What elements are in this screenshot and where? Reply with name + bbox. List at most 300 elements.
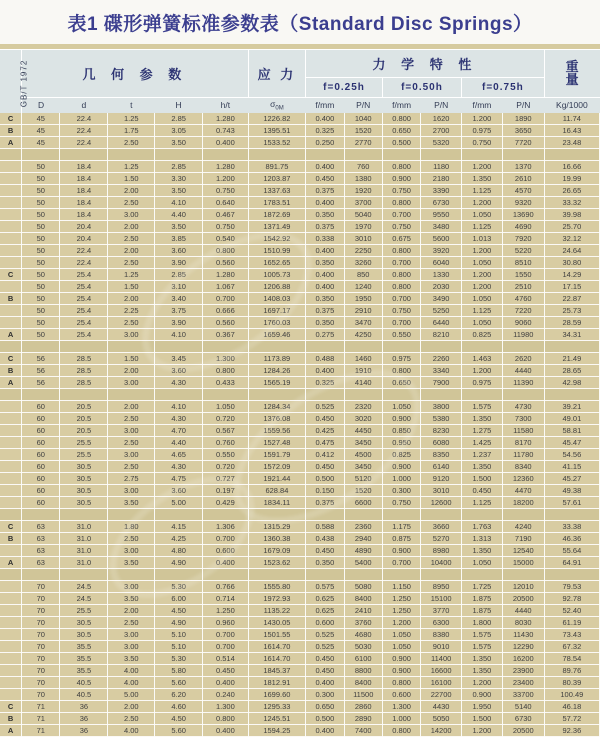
value-cell: 0.766 bbox=[203, 581, 249, 593]
value-cell: 6040 bbox=[421, 257, 462, 269]
value-cell: 60 bbox=[22, 425, 60, 437]
value-cell: 0.400 bbox=[306, 365, 344, 377]
value-cell: 3770 bbox=[421, 605, 462, 617]
value-cell: 3.90 bbox=[155, 257, 203, 269]
series-label-cell bbox=[0, 593, 22, 605]
value-cell: 50 bbox=[22, 257, 60, 269]
table-row bbox=[0, 689, 600, 701]
value-cell: 0.700 bbox=[203, 629, 249, 641]
table-row bbox=[0, 617, 600, 629]
value-cell: 22700 bbox=[421, 689, 462, 701]
value-cell: 41.15 bbox=[544, 461, 599, 473]
value-cell: 0.350 bbox=[306, 317, 344, 329]
value-cell: 30.5 bbox=[60, 497, 108, 509]
value-cell: 2.85 bbox=[155, 269, 203, 281]
value-cell: 0.540 bbox=[203, 233, 249, 245]
value-cell: 4.30 bbox=[155, 377, 203, 389]
value-cell: 23900 bbox=[502, 665, 544, 677]
value-cell: 70 bbox=[22, 665, 60, 677]
value-cell: 4.00 bbox=[108, 677, 155, 689]
table-row bbox=[0, 533, 600, 545]
value-cell: 1950 bbox=[344, 293, 382, 305]
value-cell: 0.567 bbox=[203, 425, 249, 437]
value-cell: 39.21 bbox=[544, 401, 599, 413]
value-cell: 1173.89 bbox=[248, 353, 306, 365]
value-cell: 9010 bbox=[421, 641, 462, 653]
value-cell: 2360 bbox=[344, 521, 382, 533]
value-cell: 4440 bbox=[502, 605, 544, 617]
value-cell: 4690 bbox=[502, 221, 544, 233]
table-row bbox=[0, 185, 600, 197]
series-label-cell: B bbox=[0, 533, 22, 545]
header-deflection-025h: f=0.25h bbox=[306, 77, 383, 97]
series-label-cell bbox=[0, 617, 22, 629]
value-cell: 0.900 bbox=[462, 689, 503, 701]
table-row bbox=[0, 305, 600, 317]
value-cell: 2.85 bbox=[155, 113, 203, 125]
table-row bbox=[0, 545, 600, 557]
value-cell: 50 bbox=[22, 209, 60, 221]
value-cell: 24.5 bbox=[60, 581, 108, 593]
value-cell: 3920 bbox=[421, 245, 462, 257]
value-cell: 46.18 bbox=[544, 701, 599, 713]
value-cell: 0.488 bbox=[306, 353, 344, 365]
series-label-cell bbox=[0, 581, 22, 593]
table-row bbox=[0, 137, 600, 149]
table-row bbox=[0, 365, 600, 377]
value-cell: 25.4 bbox=[60, 305, 108, 317]
value-cell: 63 bbox=[22, 533, 60, 545]
series-label-cell bbox=[0, 461, 22, 473]
table-row bbox=[0, 605, 600, 617]
col-kg-per-1000: Kg/1000 bbox=[544, 97, 599, 113]
value-cell: 1.800 bbox=[462, 617, 503, 629]
value-cell: 0.429 bbox=[203, 497, 249, 509]
value-cell: 0.675 bbox=[382, 233, 420, 245]
value-cell: 1.50 bbox=[108, 173, 155, 185]
value-cell: 50 bbox=[22, 185, 60, 197]
value-cell: 1.575 bbox=[462, 629, 503, 641]
value-cell: 4.30 bbox=[155, 413, 203, 425]
value-cell: 1.125 bbox=[462, 185, 503, 197]
value-cell: 2320 bbox=[344, 401, 382, 413]
value-cell: 2.00 bbox=[108, 245, 155, 257]
value-cell: 0.800 bbox=[382, 113, 420, 125]
value-cell: 1565.19 bbox=[248, 377, 306, 389]
value-cell: 0.400 bbox=[306, 281, 344, 293]
value-cell: 1697.17 bbox=[248, 305, 306, 317]
value-cell: 0.650 bbox=[382, 125, 420, 137]
value-cell: 36 bbox=[60, 713, 108, 725]
value-cell: 5600 bbox=[421, 233, 462, 245]
series-label-cell bbox=[0, 413, 22, 425]
value-cell: 0.450 bbox=[203, 665, 249, 677]
value-cell: 2.75 bbox=[108, 473, 155, 485]
value-cell: 9060 bbox=[502, 317, 544, 329]
value-cell: 0.550 bbox=[203, 449, 249, 461]
value-cell: 16.43 bbox=[544, 125, 599, 137]
value-cell: 0.750 bbox=[462, 137, 503, 149]
table-row bbox=[0, 329, 600, 341]
value-cell: 1594.25 bbox=[248, 725, 306, 737]
value-cell: 760 bbox=[344, 161, 382, 173]
value-cell: 0.400 bbox=[306, 113, 344, 125]
value-cell: 50 bbox=[22, 281, 60, 293]
series-label-cell bbox=[0, 305, 22, 317]
value-cell: 1203.87 bbox=[248, 173, 306, 185]
series-label-cell bbox=[0, 629, 22, 641]
value-cell: 30.5 bbox=[60, 485, 108, 497]
value-cell: 0.150 bbox=[306, 485, 344, 497]
value-cell: 0.720 bbox=[203, 461, 249, 473]
value-cell: 0.325 bbox=[306, 377, 344, 389]
series-label-cell: A bbox=[0, 137, 22, 149]
value-cell: 0.750 bbox=[382, 185, 420, 197]
value-cell: 9550 bbox=[421, 209, 462, 221]
value-cell: 12600 bbox=[421, 497, 462, 509]
value-cell: 0.800 bbox=[203, 245, 249, 257]
value-cell: 3660 bbox=[421, 521, 462, 533]
value-cell: 2770 bbox=[344, 137, 382, 149]
value-cell: 0.700 bbox=[382, 317, 420, 329]
value-cell: 50 bbox=[22, 197, 60, 209]
value-cell: 1.463 bbox=[462, 353, 503, 365]
header-stress: 应 力 bbox=[248, 50, 306, 97]
value-cell: 5.60 bbox=[155, 677, 203, 689]
value-cell: 1.350 bbox=[462, 545, 503, 557]
value-cell: 50 bbox=[22, 329, 60, 341]
series-label-cell bbox=[0, 437, 22, 449]
value-cell: 2890 bbox=[344, 713, 382, 725]
value-cell: 0.600 bbox=[382, 689, 420, 701]
value-cell: 0.700 bbox=[382, 293, 420, 305]
value-cell: 1180 bbox=[421, 161, 462, 173]
value-cell: 0.743 bbox=[203, 125, 249, 137]
value-cell: 8400 bbox=[344, 593, 382, 605]
value-cell: 2.50 bbox=[108, 197, 155, 209]
value-cell: 1812.91 bbox=[248, 677, 306, 689]
value-cell: 0.400 bbox=[306, 245, 344, 257]
value-cell: 22.4 bbox=[60, 113, 108, 125]
value-cell: 1614.70 bbox=[248, 653, 306, 665]
value-cell: 1360.38 bbox=[248, 533, 306, 545]
table-row bbox=[0, 485, 600, 497]
value-cell: 0.900 bbox=[382, 461, 420, 473]
value-cell: 3.00 bbox=[108, 377, 155, 389]
value-cell: 22.4 bbox=[60, 245, 108, 257]
value-cell: 20.4 bbox=[60, 233, 108, 245]
table-row bbox=[0, 497, 600, 509]
value-cell: 1.280 bbox=[203, 161, 249, 173]
value-cell: 1.300 bbox=[382, 701, 420, 713]
value-cell: 42.98 bbox=[544, 377, 599, 389]
value-cell: 92.36 bbox=[544, 725, 599, 737]
value-cell: 1970 bbox=[344, 221, 382, 233]
value-cell: 3.50 bbox=[108, 497, 155, 509]
table-row bbox=[0, 521, 600, 533]
value-cell: 46.36 bbox=[544, 533, 599, 545]
value-cell: 56 bbox=[22, 377, 60, 389]
value-cell: 0.825 bbox=[462, 329, 503, 341]
value-cell: 25.4 bbox=[60, 281, 108, 293]
value-cell: 30.5 bbox=[60, 473, 108, 485]
value-cell: 1.280 bbox=[203, 113, 249, 125]
value-cell: 31.0 bbox=[60, 557, 108, 569]
value-cell: 0.900 bbox=[382, 173, 420, 185]
value-cell: 0.240 bbox=[203, 689, 249, 701]
value-cell: 0.300 bbox=[382, 485, 420, 497]
value-cell: 2.50 bbox=[108, 461, 155, 473]
value-cell: 6600 bbox=[344, 497, 382, 509]
value-cell: 1760.03 bbox=[248, 317, 306, 329]
series-label-cell: C bbox=[0, 113, 22, 125]
table-row bbox=[0, 677, 600, 689]
value-cell: 1.250 bbox=[382, 605, 420, 617]
value-cell: 11390 bbox=[502, 377, 544, 389]
series-label-cell: B bbox=[0, 713, 22, 725]
disc-spring-table bbox=[0, 50, 600, 737]
value-cell: 1.306 bbox=[203, 521, 249, 533]
value-cell: 1408.03 bbox=[248, 293, 306, 305]
value-cell: 11580 bbox=[502, 425, 544, 437]
value-cell: 70 bbox=[22, 689, 60, 701]
value-cell: 0.975 bbox=[382, 353, 420, 365]
value-cell: 1501.55 bbox=[248, 629, 306, 641]
series-label-cell bbox=[0, 605, 22, 617]
value-cell: 8980 bbox=[421, 545, 462, 557]
value-cell: 3.90 bbox=[155, 317, 203, 329]
value-cell: 21.49 bbox=[544, 353, 599, 365]
value-cell: 34.31 bbox=[544, 329, 599, 341]
col-f-mm-1: f/mm bbox=[306, 97, 344, 113]
value-cell: 1.275 bbox=[462, 425, 503, 437]
header-deflection-050h: f=0.50h bbox=[382, 77, 461, 97]
value-cell: 6730 bbox=[502, 713, 544, 725]
standard-code-label: GB/T 1972 bbox=[19, 59, 29, 107]
value-cell: 0.760 bbox=[203, 437, 249, 449]
value-cell: 2.00 bbox=[108, 401, 155, 413]
value-cell: 35.5 bbox=[60, 641, 108, 653]
value-cell: 1040 bbox=[344, 113, 382, 125]
series-label-cell: B bbox=[0, 125, 22, 137]
value-cell: 3010 bbox=[344, 233, 382, 245]
value-cell: 1315.29 bbox=[248, 521, 306, 533]
col-t: t bbox=[108, 97, 155, 113]
value-cell: 1.50 bbox=[108, 281, 155, 293]
value-cell: 50 bbox=[22, 317, 60, 329]
value-cell: 20500 bbox=[502, 725, 544, 737]
value-cell: 12290 bbox=[502, 641, 544, 653]
value-cell: 1376.08 bbox=[248, 413, 306, 425]
value-cell: 18.4 bbox=[60, 209, 108, 221]
value-cell: 1284.26 bbox=[248, 365, 306, 377]
value-cell: 11780 bbox=[502, 449, 544, 461]
value-cell: 8510 bbox=[502, 257, 544, 269]
value-cell: 2250 bbox=[344, 245, 382, 257]
value-cell: 0.375 bbox=[306, 497, 344, 509]
value-cell: 1.200 bbox=[462, 365, 503, 377]
value-cell: 1.050 bbox=[382, 629, 420, 641]
value-cell: 1527.48 bbox=[248, 437, 306, 449]
series-label-cell bbox=[0, 209, 22, 221]
value-cell: 1.350 bbox=[462, 665, 503, 677]
value-cell: 0.550 bbox=[382, 329, 420, 341]
value-cell: 0.500 bbox=[306, 473, 344, 485]
value-cell: 2.50 bbox=[108, 233, 155, 245]
value-cell: 5.10 bbox=[155, 629, 203, 641]
value-cell: 11.74 bbox=[544, 113, 599, 125]
value-cell: 1460 bbox=[344, 353, 382, 365]
value-cell: 0.433 bbox=[203, 377, 249, 389]
value-cell: 22.87 bbox=[544, 293, 599, 305]
table-row bbox=[0, 413, 600, 425]
value-cell: 8350 bbox=[421, 449, 462, 461]
value-cell: 3.00 bbox=[108, 629, 155, 641]
value-cell: 40.5 bbox=[60, 677, 108, 689]
value-cell: 4.75 bbox=[155, 473, 203, 485]
col-h-over-t: h/t bbox=[203, 97, 249, 113]
value-cell: 25.73 bbox=[544, 305, 599, 317]
value-cell: 1.725 bbox=[462, 581, 503, 593]
value-cell: 19.99 bbox=[544, 173, 599, 185]
value-cell: 0.700 bbox=[203, 641, 249, 653]
value-cell: 50 bbox=[22, 233, 60, 245]
value-cell: 0.800 bbox=[382, 677, 420, 689]
series-label-cell bbox=[0, 233, 22, 245]
value-cell: 0.367 bbox=[203, 329, 249, 341]
value-cell: 33.32 bbox=[544, 197, 599, 209]
value-cell: 3.60 bbox=[155, 365, 203, 377]
value-cell: 2940 bbox=[344, 533, 382, 545]
value-cell: 0.450 bbox=[306, 545, 344, 557]
series-label-cell bbox=[0, 185, 22, 197]
value-cell: 73.43 bbox=[544, 629, 599, 641]
value-cell: 60 bbox=[22, 449, 60, 461]
value-cell: 50 bbox=[22, 245, 60, 257]
value-cell: 33.38 bbox=[544, 521, 599, 533]
value-cell: 0.400 bbox=[306, 725, 344, 737]
value-cell: 89.76 bbox=[544, 665, 599, 677]
value-cell: 1510.99 bbox=[248, 245, 306, 257]
value-cell: 1533.52 bbox=[248, 137, 306, 149]
value-cell: 6100 bbox=[344, 653, 382, 665]
value-cell: 16100 bbox=[421, 677, 462, 689]
header-mechanical: 力 学 特 性 bbox=[306, 50, 545, 77]
value-cell: 50 bbox=[22, 173, 60, 185]
title-bar bbox=[0, 0, 600, 44]
series-label-cell: A bbox=[0, 329, 22, 341]
value-cell: 0.750 bbox=[382, 221, 420, 233]
spacer-row bbox=[0, 509, 600, 521]
value-cell: 3390 bbox=[421, 185, 462, 197]
value-cell: 1.125 bbox=[462, 221, 503, 233]
value-cell: 45.47 bbox=[544, 437, 599, 449]
series-label-cell bbox=[0, 473, 22, 485]
value-cell: 8230 bbox=[421, 425, 462, 437]
value-cell: 7190 bbox=[502, 533, 544, 545]
col-f-mm-3: f/mm bbox=[462, 97, 503, 113]
value-cell: 33700 bbox=[502, 689, 544, 701]
value-cell: 4.15 bbox=[155, 521, 203, 533]
value-cell: 70 bbox=[22, 677, 60, 689]
col-H: H bbox=[155, 97, 203, 113]
value-cell: 628.84 bbox=[248, 485, 306, 497]
value-cell: 4760 bbox=[502, 293, 544, 305]
value-cell: 0.197 bbox=[203, 485, 249, 497]
value-cell: 2.00 bbox=[108, 605, 155, 617]
value-cell: 1135.22 bbox=[248, 605, 306, 617]
value-cell: 20.4 bbox=[60, 221, 108, 233]
table-row bbox=[0, 425, 600, 437]
value-cell: 57.61 bbox=[544, 497, 599, 509]
value-cell: 1206.88 bbox=[248, 281, 306, 293]
value-cell: 7720 bbox=[502, 137, 544, 149]
value-cell: 3.00 bbox=[108, 449, 155, 461]
value-cell: 60 bbox=[22, 401, 60, 413]
value-cell: 1591.79 bbox=[248, 449, 306, 461]
value-cell: 28.5 bbox=[60, 353, 108, 365]
value-cell: 0.700 bbox=[203, 293, 249, 305]
value-cell: 0.560 bbox=[203, 317, 249, 329]
value-cell: 2180 bbox=[421, 173, 462, 185]
value-cell: 25.5 bbox=[60, 605, 108, 617]
value-cell: 0.650 bbox=[382, 377, 420, 389]
value-cell: 1.80 bbox=[108, 521, 155, 533]
table-row bbox=[0, 257, 600, 269]
table-row bbox=[0, 449, 600, 461]
value-cell: 23400 bbox=[502, 677, 544, 689]
value-cell: 1005.73 bbox=[248, 269, 306, 281]
table-row bbox=[0, 353, 600, 365]
value-cell: 1380 bbox=[344, 173, 382, 185]
value-cell: 2260 bbox=[421, 353, 462, 365]
value-cell: 0.800 bbox=[382, 197, 420, 209]
value-cell: 3470 bbox=[344, 317, 382, 329]
value-cell: 35.5 bbox=[60, 665, 108, 677]
value-cell: 1284.34 bbox=[248, 401, 306, 413]
value-cell: 0.400 bbox=[306, 677, 344, 689]
value-cell: 4.70 bbox=[155, 425, 203, 437]
series-label-cell: A bbox=[0, 725, 22, 737]
series-label-cell: B bbox=[0, 365, 22, 377]
value-cell: 4250 bbox=[344, 329, 382, 341]
value-cell: 9120 bbox=[421, 473, 462, 485]
value-cell: 0.975 bbox=[462, 125, 503, 137]
value-cell: 1834.11 bbox=[248, 497, 306, 509]
value-cell: 7300 bbox=[502, 413, 544, 425]
value-cell: 2610 bbox=[502, 173, 544, 185]
value-cell: 1.050 bbox=[203, 401, 249, 413]
value-cell: 25.4 bbox=[60, 293, 108, 305]
value-cell: 1.25 bbox=[108, 161, 155, 173]
value-cell: 0.525 bbox=[306, 629, 344, 641]
value-cell: 4440 bbox=[502, 365, 544, 377]
value-cell: 1.25 bbox=[108, 113, 155, 125]
spacer-row bbox=[0, 341, 600, 353]
value-cell: 0.500 bbox=[306, 713, 344, 725]
table-row bbox=[0, 665, 600, 677]
value-cell: 850 bbox=[344, 269, 382, 281]
spacer-row bbox=[0, 149, 600, 161]
value-cell: 1.125 bbox=[462, 305, 503, 317]
value-cell: 2910 bbox=[344, 305, 382, 317]
value-cell: 4.10 bbox=[155, 329, 203, 341]
series-label-cell bbox=[0, 161, 22, 173]
standard-code-cell bbox=[0, 50, 29, 113]
value-cell: 18.4 bbox=[60, 197, 108, 209]
value-cell: 8170 bbox=[502, 437, 544, 449]
value-cell: 22.4 bbox=[60, 257, 108, 269]
